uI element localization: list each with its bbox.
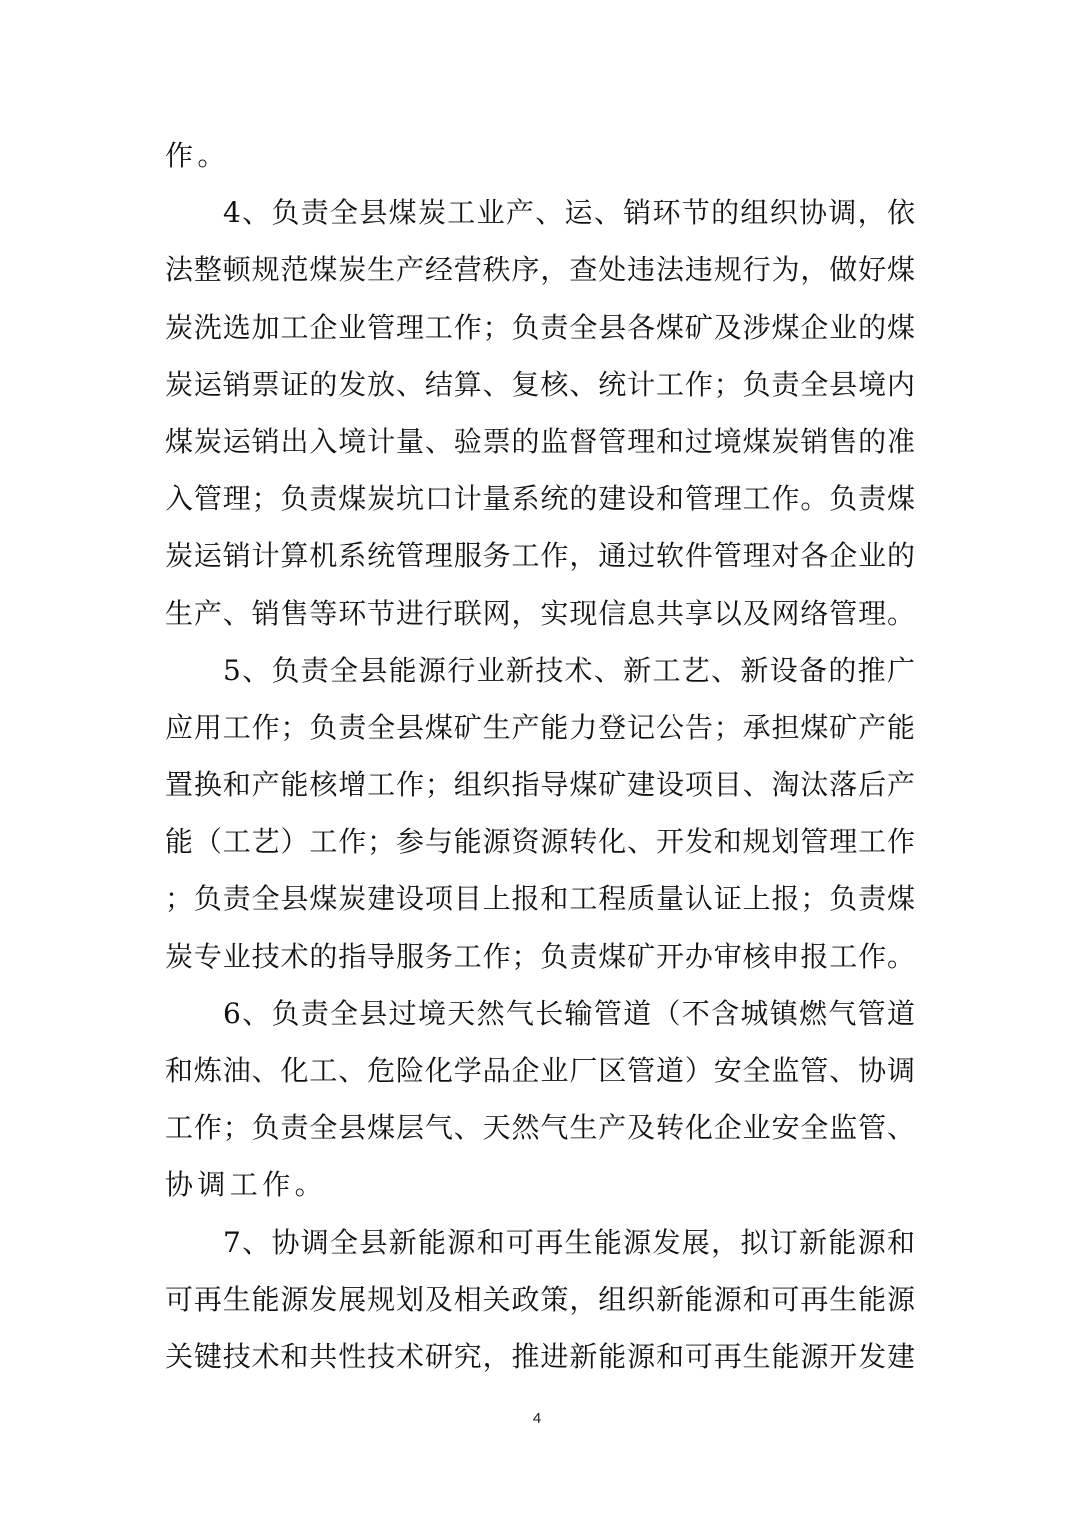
text-line: 法整顿规范煤炭生产经营秩序，查处违法违规行为，做好煤: [165, 253, 915, 287]
text-line: ；负责全县煤炭建设项目上报和工程质量认证上报；负责煤: [165, 882, 915, 916]
text-line: 煤炭运销出入境计量、验票的监督管理和过境煤炭销售的准: [165, 424, 915, 458]
text-line: 协调工作。: [165, 1168, 328, 1202]
text-line: 炭运销计算机系统管理服务工作，通过软件管理对各企业的: [165, 539, 915, 573]
text-line: 关键技术和共性技术研究，推进新能源和可再生能源开发建: [165, 1339, 915, 1373]
text-line: 可再生能源发展规划及相关政策，组织新能源和可再生能源: [165, 1282, 915, 1316]
text-line: 作。: [165, 139, 230, 172]
text-line: 工作；负责全县煤层气、天然气生产及转化企业安全监管、: [165, 1111, 915, 1145]
text-line: 和炼油、化工、危险化学品企业厂区管道）安全监管、协调: [165, 1054, 915, 1087]
text-line: 生产、销售等环节进行联网，实现信息共享以及网络管理。: [165, 596, 915, 630]
text-line-paragraph-start: 7、协调全县新能源和可再生能源发展，拟订新能源和: [223, 1225, 915, 1259]
text-line: 炭专业技术的指导服务工作；负责煤矿开办审核申报工作。: [165, 939, 915, 973]
text-line: 置换和产能核增工作；组织指导煤矿建设项目、淘汰落后产: [165, 768, 915, 802]
text-line: 能（工艺）工作；参与能源资源转化、开发和规划管理工作: [165, 825, 915, 859]
text-line: 炭洗选加工企业管理工作；负责全县各煤矿及涉煤企业的煤: [165, 310, 915, 344]
text-line-paragraph-start: 4、负责全县煤炭工业产、运、销环节的组织协调，依: [223, 196, 915, 230]
text-line-paragraph-start: 5、负责全县能源行业新技术、新工艺、新设备的推广: [223, 653, 915, 687]
text-line-paragraph-start: 6、负责全县过境天然气长输管道（不含城镇燃气管道: [223, 996, 915, 1030]
text-line: 应用工作；负责全县煤矿生产能力登记公告；承担煤矿产能: [165, 710, 915, 744]
body-text: [165, 127, 915, 1385]
text-line: 炭运销票证的发放、结算、复核、统计工作；负责全县境内: [165, 367, 915, 401]
page-number: 4: [532, 1410, 542, 1427]
text-line: 入管理；负责煤炭坑口计量系统的建设和管理工作。负责煤: [165, 482, 915, 516]
